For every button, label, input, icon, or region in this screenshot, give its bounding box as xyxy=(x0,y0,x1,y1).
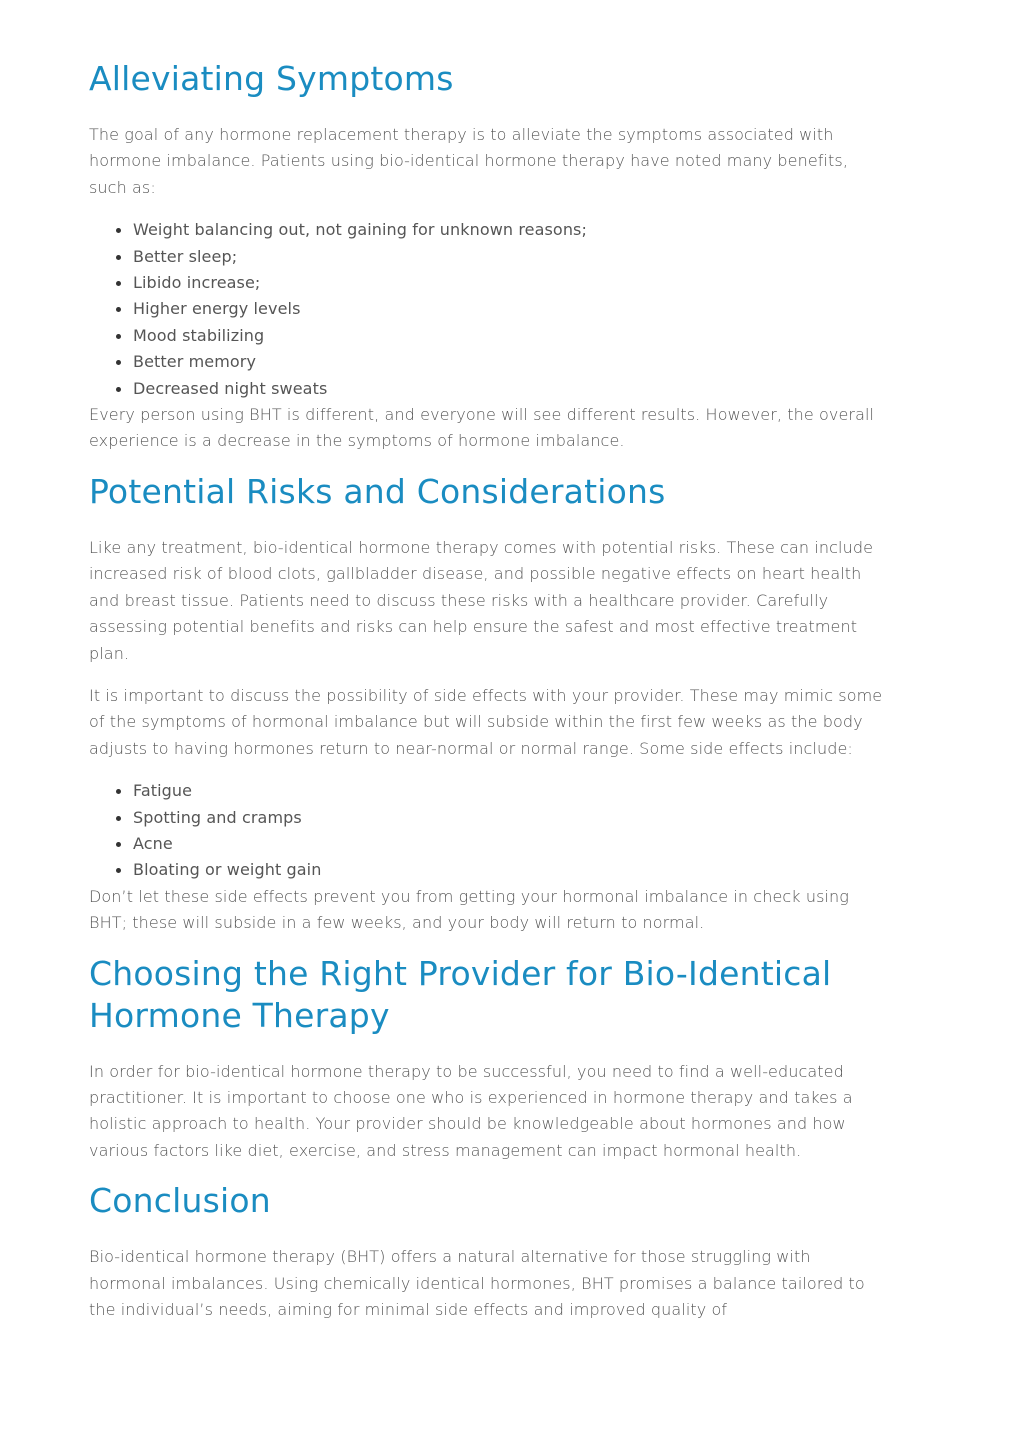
list-item: Better sleep; xyxy=(133,244,889,270)
list-item: Mood stabilizing xyxy=(133,323,889,349)
section-alleviating-symptoms xyxy=(89,58,889,455)
section-paragraph: In order for bio-identical hormone therapy to be successful, you need to find a well-educated practitioner. It is important to choose one who is experienced in hormone therapy and takes a holistic approach to health. Your provider should be knowledgeable about hormones and how various factors like diet, exercise, and stress management can impact hormonal health. xyxy=(89,1061,853,1160)
section-heading: Conclusion xyxy=(89,1181,271,1221)
section-potential-risks xyxy=(89,471,889,937)
section-paragraph: Like any treatment, bio-identical hormone therapy comes with potential risks. These can include increased risk of blood clots, gallbladder disease, and possible negative effects on heart health and breast tissue. Patients need to discuss these risks with a healthcare provider. Carefully assessing potential benefits and risks can help ensure the safest and most effective treatment plan. xyxy=(89,537,874,663)
benefits-list xyxy=(89,217,889,402)
section-paragraph: Bio-identical hormone therapy (BHT) offers a natural alternative for those struggling with hormonal imbalances. Using chemically identical hormones, BHT promises a balance tailored to the individual’s needs, aiming for minimal side effects and improved quality of xyxy=(89,1247,865,1319)
section-paragraph: Don’t let these side effects prevent you from getting your hormonal imbalance in check using BHT; these will subside in a few weeks, and your body will return to normal. xyxy=(89,886,850,933)
section-heading: Choosing the Right Provider for Bio-Identical Hormone Therapy xyxy=(89,953,832,1035)
side-effects-list xyxy=(89,778,889,884)
section-heading: Potential Risks and Considerations xyxy=(89,471,666,511)
list-item: Bloating or weight gain xyxy=(133,857,889,883)
list-item: Higher energy levels xyxy=(133,296,889,322)
list-item: Acne xyxy=(133,831,889,857)
document-page xyxy=(89,58,889,1339)
section-paragraph: It is important to discuss the possibility of side effects with your provider. These may mimic some of the symptoms of hormonal imbalance but will subside within the first few weeks as the body adjusts to having hormones return to near-normal or normal range. Some side effects include: xyxy=(89,685,883,758)
section-choosing-provider xyxy=(89,953,889,1165)
list-item: Fatigue xyxy=(133,778,889,804)
list-item: Weight balancing out, not gaining for unknown reasons; xyxy=(133,217,889,243)
section-paragraph: The goal of any hormone replacement therapy is to alleviate the symptoms associated with hormone imbalance. Patients using bio-identical hormone therapy have noted many benefits, such as: xyxy=(89,125,849,197)
section-heading: Alleviating Symptoms xyxy=(89,59,454,98)
list-item: Libido increase; xyxy=(133,270,889,296)
list-item: Spotting and cramps xyxy=(133,805,889,831)
section-conclusion xyxy=(89,1180,889,1323)
section-paragraph: Every person using BHT is different, and everyone will see different results. However, the overall experience is a decrease in the symptoms of hormone imbalance. xyxy=(89,405,875,451)
list-item: Better memory xyxy=(133,349,889,375)
list-item: Decreased night sweats xyxy=(133,376,889,402)
